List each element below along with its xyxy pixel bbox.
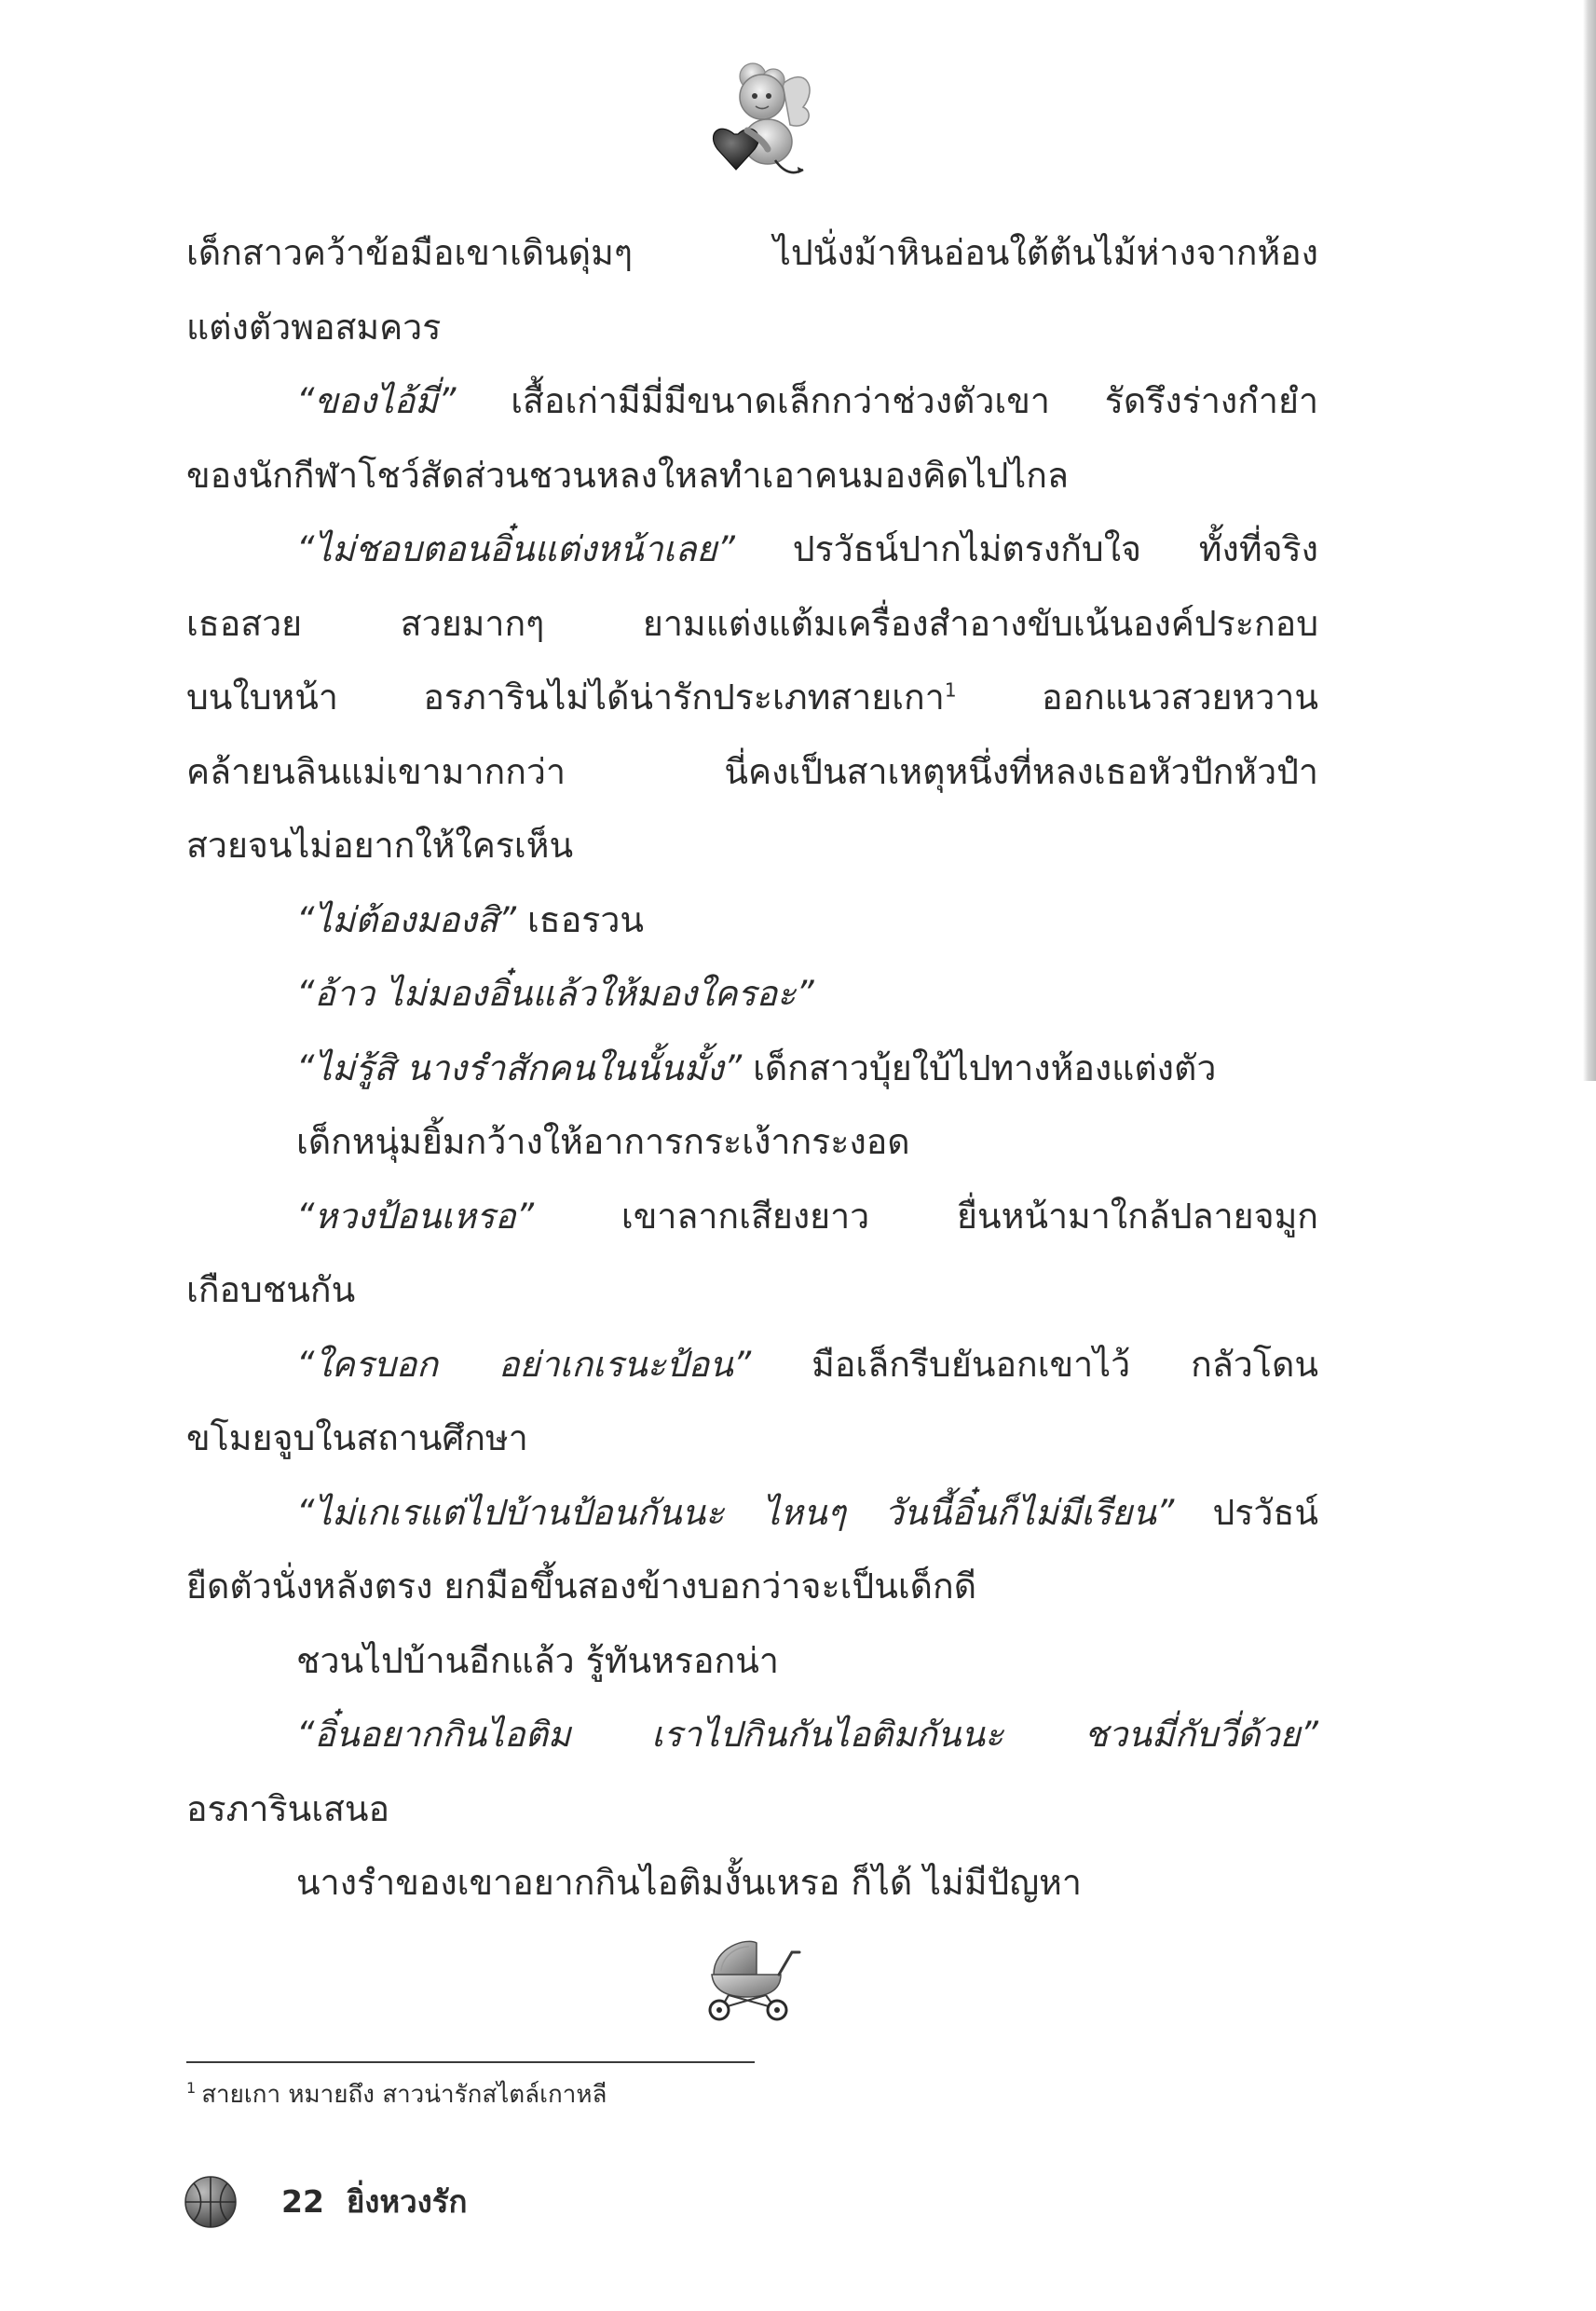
narration-text: มือเล็กรีบยันอกเขาไว้ กลัวโดน <box>751 1343 1318 1385</box>
paragraph-line: นางรำของเขาอยากกินไอติมงั้นเหรอ ก็ได้ ไม่มีปัญหา <box>296 1862 1082 1903</box>
paragraph-line <box>186 1698 1318 1772</box>
paragraph-line: แต่งตัวพอสมควร <box>186 306 442 348</box>
narration-text: เด็กสาวบุ้ยใบ้ไปทางห้องแต่งตัว <box>742 1046 1217 1088</box>
narration-text: บนใบหน้า อรภารินไม่ได้น่ารักประเภทสายเกา <box>186 677 945 718</box>
paragraph-line: ขโมยจูบในสถานศึกษา <box>186 1417 528 1458</box>
paragraph-line: เด็กสาวคว้าข้อมือเขาเดินดุ่มๆ ไปนั่งม้าหินอ่อนใต้ต้นไม้ห่างจากห้อง <box>186 232 1318 273</box>
paragraph-line: สวยจนไม่อยากให้ใครเห็น <box>186 825 574 866</box>
page-number: 22 <box>281 2183 324 2220</box>
paragraph-line <box>186 661 1318 735</box>
narration-text: ปรวัธน์ปากไม่ตรงกับใจ ทั้งที่จริง <box>734 528 1318 569</box>
paragraph-line <box>186 1032 1318 1106</box>
dialogue-quote: “อ้าว ไม่มองอิ๋นแล้วให้มองใครอะ” <box>296 973 814 1014</box>
dialogue-quote: “ของไอ้มี่” <box>296 380 457 421</box>
paragraph-line <box>186 1328 1318 1402</box>
narration-text: เขาลากเสียงยาว ยื่นหน้ามาใกล้ปลายจมูก <box>534 1195 1318 1237</box>
paragraph-line <box>186 883 1318 958</box>
paragraph-line: ชวนไปบ้านอีกแล้ว รู้ทันหรอกน่า <box>296 1639 779 1681</box>
paragraph-line <box>186 364 1318 439</box>
footnote-mark: 1 <box>186 2079 197 2098</box>
dialogue-quote: “ไม่ชอบตอนอิ๋นแต่งหน้าเลย” <box>296 528 735 569</box>
footnote-reference[interactable]: 1 <box>944 678 957 702</box>
page-edge-shadow <box>1583 0 1596 1081</box>
paragraph-line <box>186 1180 1318 1254</box>
narration-text: เสื้อเก่ามีมี่มีขนาดเล็กกว่าช่วงตัวเขา รัดรึงร่างกำยำ <box>456 380 1318 421</box>
footnote-divider <box>186 2061 755 2063</box>
footnote <box>186 2076 607 2113</box>
paragraph-line: เธอสวย สวยมากๆ ยามแต่งแต้มเครื่องสำอางขับเน้นองค์ประกอบ <box>186 602 1318 644</box>
paragraph-line: เกือบชนกัน <box>186 1269 356 1310</box>
cupid-with-heart-icon <box>699 56 820 186</box>
paragraph-line: อรภารินเสนอ <box>186 1787 390 1829</box>
book-title: ยิ่งหวงรัก <box>346 2183 468 2220</box>
paragraph-line: คล้ายนลินแม่เขามากกว่า นี่คงเป็นสาเหตุหนึ่งที่หลงเธอหัวปักหัวปำ <box>186 750 1318 792</box>
dialogue-quote: “ไม่รู้สิ นางรำสักคนในนั้นมั้ง” <box>296 1046 743 1088</box>
story-body <box>186 216 1318 1921</box>
dialogue-quote: “ไม่ต้องมองสิ” <box>296 898 517 940</box>
dialogue-quote: “อิ๋นอยากกินไอติม เราไปกินกันไอติมกันนะ ชวนมี่กับวี่ด้วย” <box>296 1714 1318 1755</box>
dialogue-quote: “ไม่เกเรแต่ไปบ้านป้อนกันนะ ไหนๆ วันนี้อิ๋นก็ไม่มีเรียน” <box>296 1491 1175 1533</box>
paragraph-line: ของนักกีฬาโชว์สัดส่วนชวนหลงใหลทำเอาคนมองคิดไปไกล <box>186 454 1069 496</box>
page-footer <box>281 2179 468 2225</box>
footnote-text: สายเกา หมายถึง สาวน่ารักสไตล์เกาหลี <box>201 2081 607 2109</box>
dialogue-quote: “หวงป้อนเหรอ” <box>296 1195 535 1237</box>
dialogue-quote: “ใครบอก อย่าเกเรนะป้อน” <box>296 1343 752 1385</box>
paragraph-line: เด็กหนุ่มยิ้มกว้างให้อาการกระเง้ากระงอด <box>296 1121 910 1162</box>
narration-text: ออกแนวสวยหวาน <box>956 677 1318 718</box>
baby-stroller-icon <box>701 1934 803 2022</box>
paragraph-line <box>186 957 1318 1032</box>
paragraph-line: ยืดตัวนั่งหลังตรง ยกมือขึ้นสองข้างบอกว่าจะเป็นเด็กดี <box>186 1566 977 1607</box>
paragraph-line <box>186 513 1318 587</box>
paragraph-line <box>186 1476 1318 1551</box>
basketball-icon <box>183 2174 239 2230</box>
narration-text: เธอรวน <box>516 898 645 940</box>
narration-text: ปรวัธน์ <box>1174 1491 1318 1533</box>
